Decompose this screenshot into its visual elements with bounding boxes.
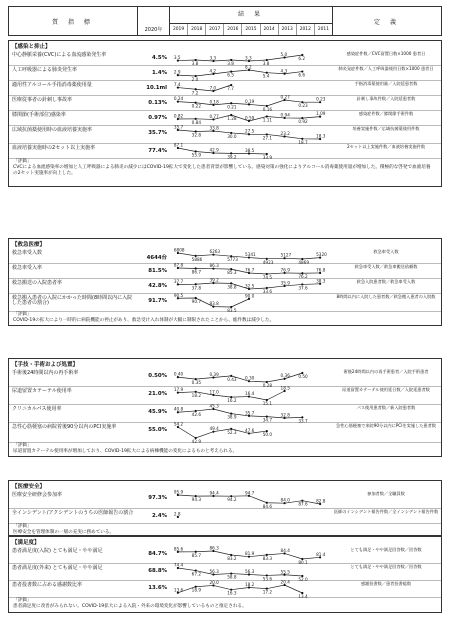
trend-value-label: 0.21: [227, 104, 237, 110]
evaluation-text: CVCによる血流感染率の増加と人工呼吸器による肺炎の減少にはCOVID-19拡大で変化した患者背景が影響している。感染対策の強化によりアルコール消毒薬使用量が増加した。積極的な啓発で血液培養の2セット実施率が向上した。: [13, 165, 431, 176]
indicator-row: [9, 80, 441, 96]
trend-value-label: 30.0: [227, 133, 237, 139]
trend-value-label: 80.1: [298, 560, 308, 565]
indicator-2020-value: 13.6%: [148, 585, 167, 591]
indicator-definition: パス使用患者数／新入院患者数: [356, 405, 416, 410]
indicator-definition: 術後24時間以内の再手術患者／入院手術患者: [343, 369, 429, 374]
indicator-row: [9, 50, 441, 66]
trend-value-label: 6.6: [298, 72, 306, 78]
trend-value-label: 0.39: [209, 372, 219, 377]
trend-value-label: 55.5: [280, 569, 290, 575]
indicator-definition: 急性心筋梗塞で来院90分以内にPCIを実施した患者数: [336, 423, 436, 428]
trend-value-label: 32.5: [245, 283, 255, 289]
section: [8, 536, 442, 613]
trend-value-label: 95.9: [173, 489, 184, 495]
indicator-label: 救急搬入患者の入院にかかった時間(8時間以内に入院した患者の割合): [12, 295, 133, 307]
header-2020: 2020年: [138, 7, 170, 35]
trend-value-label: 0.19: [245, 98, 255, 104]
trend-value-label: 27.5: [245, 128, 255, 134]
indicator-2020-value: 55.0%: [148, 427, 167, 433]
trend-value-label: 82.8: [316, 498, 326, 504]
trend-value-label: 0.84: [191, 119, 201, 125]
trend-value-label: 0.28: [262, 383, 273, 388]
header-trend: [170, 7, 333, 35]
trend-value-label: 76.7: [245, 267, 255, 273]
indicator-2020-value: 4644台: [146, 255, 167, 261]
trend-value-label: 38.3: [316, 278, 326, 284]
trend-value-label: 32.8: [280, 412, 290, 418]
trend-value-label: 86.3: [209, 263, 219, 269]
trend-value-label: 94.3: [191, 497, 201, 503]
indicator-row: [9, 563, 441, 581]
trend-value-label: 6808: [173, 247, 185, 253]
indicator-label: 急性心筋梗塞の病院着後90分以内のPCI実施率: [12, 424, 117, 430]
indicator-label: 広域抗菌薬使用時の血液培養実施率: [12, 127, 93, 133]
trend-value-label: 3.3: [209, 55, 217, 61]
trend-value-label: 0.18: [209, 99, 219, 105]
trend-value-label: 84.6: [262, 503, 273, 509]
indicator-2020-value: 0.13%: [148, 100, 167, 106]
trend-value-label: 5341: [245, 252, 256, 258]
trend-value-label: 7.4: [173, 82, 181, 88]
indicator-definition: 手指消毒薬使用量／入院延患者数: [354, 81, 418, 86]
indicator-row: [9, 580, 441, 598]
trend-chart: [169, 80, 329, 95]
trend-value-label: 7.2: [191, 90, 199, 96]
trend-value-label: 6.5: [227, 72, 234, 78]
trend-value-label: 45.3: [209, 403, 219, 409]
indicator-label: 人工呼吸器による肺炎発生率: [12, 67, 78, 73]
trend-value-label: 5.4: [262, 73, 270, 79]
section-title: 【救急医療】: [12, 242, 46, 248]
indicator-definition: 救急入院患者数／救急車受入数: [356, 279, 416, 284]
indicator-2020-value: 45.9%: [148, 409, 167, 415]
trend-value-label: 3.8: [262, 60, 270, 66]
trend-value-label: 84.0: [280, 497, 290, 503]
section-title: 【感染と抑止】: [12, 44, 51, 50]
evaluation-comment: [13, 524, 433, 536]
indicator-definition: 培養実施件数／広域抗菌薬使用件数: [352, 126, 420, 131]
trend-value-label: 6.2: [298, 56, 306, 61]
indicator-label: クリニカルパス使用率: [12, 406, 62, 412]
indicator-label: 医療安全研修会参加率: [12, 492, 63, 498]
indicator-2020-value: 84.7%: [148, 551, 167, 557]
trend-value-label: 18.5: [280, 385, 290, 391]
indicator-2020-value: 4.5%: [152, 55, 167, 61]
trend-value-label: 33.9: [262, 155, 273, 160]
trend-value-label: 47.6: [245, 427, 255, 433]
trend-value-label: 0.22: [191, 103, 201, 109]
trend-value-label: 2.9: [173, 69, 181, 75]
trend-chart: [169, 546, 329, 563]
trend-value-label: 90.7: [191, 299, 201, 304]
trend-value-label: 0.16: [262, 107, 273, 112]
trend-value-label: 1.09: [316, 111, 326, 117]
year-label: 2018: [188, 24, 206, 35]
trend-value-label: 0.92: [298, 119, 308, 125]
indicator-2020-value: 0.97%: [148, 115, 167, 121]
trend-value-label: 0.27: [280, 94, 290, 100]
trend-chart: [169, 404, 329, 422]
trend-value-label: 27.1: [262, 135, 273, 141]
section: [8, 480, 442, 536]
trend-chart: [169, 563, 329, 580]
trend-value-label: 56.3: [245, 568, 255, 574]
indicator-row: [9, 508, 441, 524]
trend-value-label: 33.6: [262, 289, 273, 295]
trend-value-label: 86.7: [191, 269, 201, 275]
indicator-row: [9, 278, 441, 294]
trend-value-label: 5773: [227, 257, 238, 263]
indicator-definition: 肺炎発症件数／人工呼吸器使用日数×1000 患者日: [338, 66, 434, 71]
trend-value-label: 37.6: [298, 285, 308, 291]
trend-value-label: 58.8: [227, 574, 237, 580]
trend-chart: [169, 65, 329, 80]
year-label: 2011: [317, 27, 330, 32]
trend-value-label: 81.9: [245, 551, 255, 557]
indicator-label: 救急車受入率: [12, 265, 43, 271]
evaluation-heading: 「評価」: [13, 524, 32, 529]
evaluation-heading: 「評価」: [13, 159, 32, 164]
evaluation-comment: [13, 598, 433, 610]
trend-value-label: 7.0: [209, 85, 217, 91]
year-label: 2019: [170, 24, 188, 35]
trend-value-label: 4869: [298, 260, 310, 265]
trend-chart: [169, 263, 329, 278]
trend-value-label: 42.9: [209, 147, 219, 153]
indicator-row: [9, 95, 441, 111]
indicator-row: [9, 368, 441, 387]
trend-value-label: 35.7: [173, 124, 184, 130]
trend-value-label: 53.6: [262, 576, 273, 582]
year-label: 2012: [297, 24, 315, 35]
trend-value-label: 5886: [191, 256, 203, 262]
trend-value-label: 2.8: [173, 511, 181, 517]
trend-value-label: 87.6: [298, 501, 308, 507]
indicator-row: [9, 404, 441, 423]
trend-value-label: 2.0: [191, 77, 199, 82]
trend-value-label: 54.2: [173, 421, 184, 427]
trend-value-label: 5320: [316, 252, 327, 258]
section: [8, 238, 442, 326]
indicator-definition: 感染症件数／膝関節手術件数: [358, 111, 414, 116]
indicator-label: 患者投書数に占める感謝数比率: [12, 582, 83, 588]
indicator-label: 救急搬送の入院患者率: [12, 280, 63, 286]
evaluation-heading: 「評価」: [13, 443, 32, 448]
trend-value-label: 13.4: [298, 594, 308, 599]
trend-value-label: 0.36: [280, 373, 290, 379]
indicator-row: [9, 143, 441, 159]
trend-value-label: 94.4: [209, 490, 219, 496]
trend-value-label: 1.28: [227, 116, 237, 121]
header-trend-label: 結 果: [238, 11, 264, 18]
trend-value-label: 20.0: [209, 579, 219, 585]
trend-value-label: 23.2: [280, 130, 290, 136]
trend-chart: [169, 278, 329, 293]
trend-value-label: 3.8: [191, 60, 199, 66]
indicator-row: [9, 490, 441, 509]
trend-value-label: 4.2: [209, 68, 217, 74]
indicator-label: 全インシデント/アクシデントのうちの医師報告の割合: [12, 510, 134, 516]
trend-value-label: 94.7: [245, 490, 255, 496]
indicator-definition: 8時間以内に入院した患者数／救急搬入患者の入院数: [336, 294, 436, 299]
trend-value-label: 17.0: [209, 389, 219, 395]
indicator-row: [9, 293, 441, 312]
trend-value-label: 85.7: [191, 552, 201, 558]
trend-chart: [169, 368, 329, 386]
indicator-label: 膝関節(手術部位)感染率: [12, 112, 66, 118]
indicator-definition: 救急車受入数: [373, 249, 399, 254]
trend-value-label: 33.7: [298, 418, 308, 424]
indicator-definition: 救急車受入数／救急車搬送依頼数: [354, 264, 418, 269]
trend-value-label: 52.0: [298, 577, 308, 582]
indicator-2020-value: 35.7%: [148, 130, 167, 136]
indicator-definition: 尿道留置カテーテル使用延日数／入院延患者数: [342, 387, 430, 392]
trend-value-label: 0.23: [298, 103, 308, 109]
trend-value-label: 6263: [209, 249, 221, 255]
trend-value-label: 39.2: [209, 277, 219, 283]
section-title: 【手技・手術および処置】: [12, 362, 79, 368]
indicator-definition: 針刺し事故件数／入院延患者数: [356, 96, 416, 101]
trend-value-label: 3.5: [173, 55, 181, 61]
trend-value-label: 56.3: [209, 568, 219, 574]
year-label: 2016: [224, 24, 242, 35]
trend-value-label: 32.8: [191, 132, 201, 138]
evaluation-text: COVID-19の拡大により一時的に病院機能の停止があり、救急受け入れ体制が大幅に制限されたことから、総件数は減少した。: [13, 318, 275, 323]
year-label: 2015: [242, 24, 260, 35]
indicator-2020-value: 2.4%: [152, 513, 167, 519]
trend-chart: [169, 143, 329, 158]
trend-value-label: 17.9: [173, 387, 184, 393]
indicator-label: 血液培養実施時の2セット以上実施率: [12, 145, 96, 151]
indicator-row: [9, 422, 441, 443]
trend-value-label: 35.7: [245, 410, 255, 416]
indicator-2020-value: 1.4%: [152, 70, 167, 76]
trend-value-label: 0.40: [173, 371, 184, 377]
trend-value-label: 52.3: [227, 429, 237, 435]
indicator-label: 尿道留置カテーテル使用率: [12, 388, 72, 394]
trend-chart: [169, 580, 329, 597]
trend-value-label: 84.4: [280, 547, 290, 553]
trend-value-label: 74.5: [262, 275, 273, 280]
indicator-2020-value: 97.3%: [148, 495, 167, 501]
section: [8, 358, 442, 457]
evaluation-text: 尿道留置カテーテル使用率が増加しており、COVID-19拡大による病棟機能の変化によるものと考えられる。: [13, 449, 238, 454]
header-item: 質 指 標: [9, 7, 138, 35]
trend-chart: [169, 490, 329, 508]
trend-value-label: 74.4: [173, 562, 184, 568]
trend-value-label: 0.77: [209, 113, 219, 119]
trend-value-label: 0.94: [280, 112, 290, 118]
indicator-2020-value: 91.7%: [148, 298, 167, 304]
trend-value-label: 4.3: [280, 68, 288, 74]
trend-value-label: 81.4: [316, 551, 326, 557]
trend-value-label: 3.8: [227, 60, 234, 66]
year-label: 2017: [206, 24, 224, 35]
trend-value-label: 83.3: [262, 555, 273, 561]
trend-value-label: 0.24: [173, 96, 184, 102]
year-label: 2013: [279, 24, 297, 35]
trend-chart: [169, 386, 329, 404]
trend-value-label: 42.6: [191, 411, 201, 417]
trend-value-label: 76.8: [316, 267, 326, 273]
trend-value-label: 86.3: [209, 545, 219, 551]
section-title: 【医療安全】: [12, 484, 46, 490]
trend-value-label: 50.0: [262, 432, 273, 438]
trend-value-label: 16.2: [227, 398, 237, 404]
trend-value-label: 83.5: [227, 308, 237, 313]
trend-value-label: 8.2: [245, 64, 252, 70]
indicator-definition: 感謝投書数／患者投書総数: [360, 581, 412, 586]
trend-value-label: 49.4: [209, 426, 219, 432]
trend-value-label: 87.1: [173, 142, 184, 148]
indicator-label: 医療従事者の針刺し事故率: [12, 97, 73, 103]
trend-value-label: 20.4: [280, 579, 290, 585]
indicator-label: 救急車受入数: [12, 250, 43, 256]
indicator-row: [9, 65, 441, 81]
trend-value-label: 18.7: [298, 139, 308, 145]
indicator-2020-value: 81.5%: [148, 268, 167, 274]
trend-value-label: 42.9: [191, 439, 201, 444]
trend-value-label: 55.9: [191, 152, 201, 158]
trend-chart: [169, 293, 329, 311]
evaluation-heading: 「評価」: [13, 598, 32, 603]
indicator-label: 適用性アルコール手指消毒薬使用量: [12, 82, 92, 88]
trend-value-label: 38.8: [227, 284, 237, 290]
evaluation-text: 医療安全を管理体制の一層の充実に務めている。: [13, 530, 115, 535]
trend-value-label: 1.11: [262, 117, 273, 123]
trend-chart: [169, 50, 329, 65]
indicator-2020-value: 10.1ml: [146, 85, 167, 91]
trend-value-label: 16.3: [227, 590, 237, 596]
trend-value-label: 18.3: [316, 133, 326, 139]
table-header: [8, 6, 442, 36]
evaluation-comment: [13, 159, 433, 177]
trend-value-label: 0.23: [316, 96, 326, 102]
trend-value-label: 18.2: [191, 392, 201, 398]
trend-value-label: 0.43: [227, 376, 237, 382]
indicator-2020-value: 68.8%: [148, 568, 167, 574]
trend-value-label: 16.4: [245, 391, 255, 397]
trend-chart: [169, 95, 329, 110]
trend-value-label: 5.0: [280, 51, 288, 57]
evaluation-text: 患者満足度に改善がみられない。COVID-19拡大による入院・外来の環境変化が影響しているものと推定される。: [13, 604, 247, 609]
trend-value-label: 94.2: [227, 497, 237, 503]
trend-value-label: 35.9: [280, 280, 290, 286]
section: [8, 40, 442, 187]
trend-value-label: 39.2: [227, 154, 237, 160]
indicator-definition: とても満足・やや満足回答数／回答数: [350, 547, 422, 552]
evaluation-comment: [13, 443, 433, 455]
trend-line: [178, 85, 231, 91]
indicator-definition: とても満足・やや満足回答数／回答数: [350, 564, 422, 569]
trend-value-label: 0.30: [245, 375, 255, 381]
trend-value-label: 3.3: [245, 55, 252, 61]
header-definition: 定 義: [374, 18, 400, 26]
trend-value-label: 83.2: [227, 556, 237, 561]
evaluation-comment: [13, 312, 433, 324]
indicator-row: [9, 125, 441, 144]
trend-chart: [169, 125, 329, 143]
trend-value-label: 0.50: [298, 374, 308, 379]
trend-value-label: 38.9: [227, 414, 237, 420]
trend-value-label: 38.5: [245, 147, 255, 153]
trend-value-label: 85.6: [173, 546, 184, 552]
trend-value-label: 67.2: [191, 571, 201, 577]
trend-value-label: 17.2: [262, 589, 273, 595]
year-label: 2014: [261, 24, 279, 35]
trend-chart: [169, 422, 329, 442]
indicator-definition: 医師のインシデント報告件数／全インシデント報告件数: [333, 509, 439, 514]
trend-chart: [169, 110, 329, 125]
quality-indicator-sheet: [8, 6, 442, 609]
indicator-2020-value: 42.8%: [148, 283, 167, 289]
trend-value-label: 7.7: [227, 86, 234, 91]
trend-value-label: 33.8: [209, 125, 219, 131]
indicator-row: [9, 263, 441, 279]
trend-chart: [169, 508, 329, 523]
indicator-definition: 2セット以上実施件数／血液培養実施件数: [346, 144, 426, 149]
trend-value-label: 40.8: [173, 406, 184, 412]
trend-value-label: 15.1: [262, 401, 273, 406]
indicator-2020-value: 21.0%: [148, 391, 167, 397]
indicator-definition: 感染症件数／CVC留置日数×1000 患者日: [346, 51, 426, 56]
trend-value-label: 13.6: [173, 587, 184, 593]
trend-value-label: 90.0: [245, 293, 255, 299]
indicator-2020-value: 0.50%: [148, 373, 167, 379]
indicator-label: 中心静脈栄養(CVC)による血流感染発生率: [12, 52, 107, 58]
trend-value-label: 18.9: [191, 587, 201, 593]
indicator-row: [9, 110, 441, 126]
trend-value-label: 0.35: [191, 380, 201, 386]
trend-value-label: 76.9: [280, 267, 290, 273]
indicator-label: 患者満足度(外来) とても満足・やや満足: [12, 565, 103, 571]
evaluation-heading: 「評価」: [13, 312, 32, 317]
trend-value-label: 87.8: [173, 262, 184, 268]
trend-value-label: 4923: [262, 259, 274, 265]
trend-value-label: 0.59: [245, 115, 255, 121]
trend-value-label: 18.2: [245, 582, 255, 588]
trend-value-label: 76.2: [298, 274, 308, 280]
indicator-definition: 参加者数／全職員数: [367, 491, 405, 496]
trend-value-label: 34.7: [262, 417, 273, 423]
indicator-row: [9, 248, 441, 264]
indicator-row: [9, 546, 441, 564]
trend-chart: [169, 248, 329, 263]
trend-value-label: 0.82: [173, 113, 184, 119]
trend-value-label: 83.8: [209, 301, 219, 307]
indicator-2020-value: 77.4%: [148, 148, 167, 154]
indicator-row: [9, 386, 441, 405]
trend-value-label: 37.7: [173, 278, 184, 284]
indicator-label: 患者満足度(入院) とても満足・やや満足: [12, 548, 103, 554]
trend-value-label: 85.3: [227, 270, 237, 276]
trend-value-label: 90.5: [173, 292, 184, 298]
indicator-label: 手術後24時間以内の再手術率: [12, 370, 79, 376]
trend-value-label: 37.8: [191, 285, 201, 291]
header-years: [170, 23, 332, 35]
section-title: 【満足度】: [12, 540, 40, 546]
trend-value-label: 5127: [280, 252, 292, 258]
